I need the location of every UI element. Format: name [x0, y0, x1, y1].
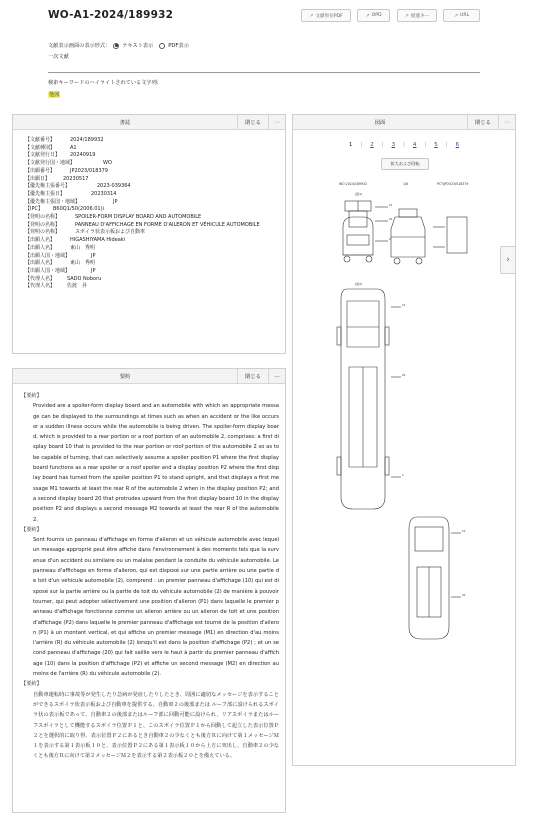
minimize-icon[interactable]: —	[274, 372, 280, 380]
divider	[48, 72, 480, 73]
page-link-1[interactable]: 1	[348, 142, 353, 148]
drawings-panel	[292, 114, 516, 766]
svg-text:10: 10	[402, 304, 406, 307]
biblio-row: 【IPC】 B60Q1/50(2006.01)i	[25, 206, 104, 213]
panel-title: 書誌	[119, 120, 131, 126]
svg-text:[図1]: [図1]	[355, 192, 363, 196]
drawings-panel-header	[293, 115, 515, 130]
svg-text:20: 20	[402, 374, 406, 377]
page-link-2[interactable]: 2	[370, 142, 374, 148]
biblio-row: 【発明の名称】 PANNEAU D'AFFICHAGE EN FORME D'AILERON ET VÉHICULE AUTOMOBILE	[25, 221, 260, 228]
biblio-row: 【発明の名称】 スポイラ状表示板および自動車	[25, 229, 146, 236]
next-page-arrow-icon[interactable]: ›	[500, 246, 516, 274]
biblio-row: 【出願日】 20230517	[25, 175, 89, 182]
bibliography-list	[25, 137, 281, 291]
abstract-body	[21, 391, 279, 762]
highlight-sample: 他図	[49, 92, 60, 98]
primary-document-label: 一次文献	[48, 54, 69, 60]
svg-text:20: 20	[462, 594, 466, 597]
display-mode-label: 文献表示画面の表示形式：	[48, 43, 111, 49]
biblio-row: 【代理人名】 SADO Noboru	[25, 275, 102, 282]
bibliography-panel-header	[13, 115, 285, 130]
biblio-row: 【出願人国・地域】 JP	[25, 252, 96, 259]
more-icon[interactable]: ⋯	[274, 118, 280, 126]
pdf-display-label[interactable]: PDF表示	[168, 43, 189, 49]
abstract-text-fr: Sont fournis un panneau d'affichage en forme d'aileron et un véhicule automobile avec lequel un message approprié peut être affiché dans l'environnement à des moments tels que la survenue d'un accident ou similaire ou un malaise pendant la conduite du véhicule automobile. Le panneau d'affichage en forme d'aileron, qui est disposé sur une partie arrière ou une partie de toit d'un véhicule automobile (2), comprend : un premier panneau d'affichage (10) qui est disposé sur la partie arrière ou la partie de toit du véhicule automobile (2) de manière à pouvoir tourner, qui peut adopter sélectivement une position d'aileron (P1) dans laquelle le premier panneau d'affichage fonctionne comme un aileron arrière ou un aileron de toit et une position d'affichage (P2) dans laquelle le premier panneau d'affichage est tourné de la position d'aileron (P1) à un montant vertical, et qui affiche un premier message (M1) en direction d'au moins l'arrière (R) du véhicule automobile (2) lorsqu'il est dans la position d'affichage (P2) ; et un second panneau d'affichage (20) qui fait saillie vers le haut à partir du premier panneau d'affichage (10) dans la position d'affichage (P2) et affiche un second message (M2) en direction au moins de l'arrière (R) du véhicule automobile (2).	[33, 537, 279, 678]
abstract-label-fr: 【要約】	[21, 526, 42, 533]
biblio-row: 【出願人名】 HIGASHIYAMA Hideaki	[25, 237, 126, 244]
document-number-title: WO-A1-2024/189932	[48, 9, 174, 21]
page-link-3[interactable]: 3	[391, 142, 396, 148]
sheet-header-left: WO 2024/189932	[339, 182, 368, 186]
biblio-row: 【優先権主張番号】 2023-039364	[25, 183, 131, 190]
panel-title: 図面	[374, 120, 386, 126]
biblio-row: 【文献発行日】 20240919	[25, 152, 96, 159]
page-link-4[interactable]: 4	[412, 142, 417, 148]
sheet-number: 1/6	[403, 182, 409, 186]
biblio-row: 【優先権主張国・地域】 JP	[25, 198, 118, 205]
svg-text:10: 10	[389, 204, 393, 207]
close-button[interactable]: 閉じる	[467, 115, 499, 129]
biblio-row: 【文献番号】 2024/189932	[25, 137, 104, 143]
biblio-row: 【代理人名】 佐渡 昇	[25, 283, 88, 290]
url-button[interactable]: ↗ URL	[443, 9, 480, 22]
svg-text:2: 2	[402, 474, 404, 477]
sheet-header-right: PCT/JP2023/018379	[437, 182, 469, 186]
page-link-5[interactable]: 5	[434, 142, 438, 148]
highlight-keyword-label: 検索キーワードのハイライトされている文字列:	[48, 80, 159, 86]
external-link-icon: ↗	[309, 12, 314, 19]
opd-button[interactable]: ↗ OPD	[357, 9, 390, 22]
external-link-icon: ↗	[404, 12, 409, 19]
abstract-panel-header	[13, 369, 285, 384]
biblio-row: 【出願番号】 JP2023/018379	[25, 167, 108, 174]
svg-text:[図2]: [図2]	[355, 282, 363, 286]
page-link-6[interactable]: 6	[455, 142, 460, 148]
svg-text:10: 10	[462, 530, 466, 533]
svg-text:20: 20	[389, 218, 393, 221]
biblio-row: 【出願人名】 東山 秀明	[25, 260, 96, 267]
zoom-rotate-button[interactable]: 拡大および回転	[381, 158, 429, 170]
pdf-display-radio[interactable]	[159, 43, 165, 49]
external-link-icon: ↗	[453, 12, 459, 19]
biblio-row: 【出願人国・地域】 JP	[25, 267, 96, 274]
biblio-row: 【文献発行国・地域】 WO	[25, 160, 112, 167]
close-button[interactable]: 閉じる	[237, 369, 269, 383]
full-pdf-button[interactable]: ↗ 文献単位PDF	[301, 9, 351, 22]
patent-drawing-sheet	[333, 177, 483, 647]
abstract-text-ja: 自動車運転時に事故等が発生したり急病が発症したりしたとき、周囲に適切なメッセージを表示することができるスポイラ状表示板および自動車を提供する。自動車２の後部または ルーフ部に設けられるスポイラ状の表示板であって、自動車２の後部またはルーフ部に回動可能に設けられ、リアスポイラまたはルーフスポイラとして機能するスポイラ位置Ｐ１と、このスポイラ位置Ｐ１から回動して起立した表示位置Ｐ２とを選択的に取り得、表示位置Ｐ２にあるとき自動車２の少なくとも後方Ｒに向けて第１メッセージＭ１を表示する第１表示板１０と、表示位置Ｐ２にある第１表示板１０から上方に突出し、自動車２の少なくとも後方Ｒに向けて第２メッセージＭ２を表示する第２表示板２０とを備えている。	[33, 691, 279, 760]
drawing-pager: 1 | 2 | 3 | 4 | 5 | 6	[293, 142, 515, 148]
bibliography-panel	[12, 114, 286, 354]
biblio-row: 【発明の名称】 SPOILER-FORM DISPLAY BOARD AND AUTOMOBILE	[25, 214, 202, 221]
close-button[interactable]: 閉じる	[237, 115, 269, 129]
abstract-text-en: Provided are a spoiler-form display board and an automobile with which an appropriate message can be displayed to the surroundings at times such as when an accident or the like occurs or a sudden illness occurs while the automobile is being driven. The spoiler-form display board, which is provided to a rear portion or a roof portion of an automobile 2, comprises: a first display board 10 that is provided to the rear portion or roof portion of the automobile 2 so as to be capable of turning, that can selectively assume a spoiler position P1 where the first display board functions as a rear spoiler or a roof spoiler and a display position P2 where the first display board has turned from the spoiler position P1 to stand upright, and that displays a first message M1 towards at least the rear R of the automobile 2 when in the display position P2; and a second display board 20 that protrudes upward from the first display board 10 in the display position P2 and displays a second message M2 towards at least the rear R of the automobile 2.	[33, 403, 279, 523]
more-icon[interactable]: ⋯	[504, 118, 510, 126]
text-display-label[interactable]: テキスト表示	[122, 43, 154, 49]
abstract-label-en: 【要約】	[21, 393, 42, 399]
biblio-row: 【優先権主張日】 20230314	[25, 190, 117, 197]
progress-key-button[interactable]: ↗ 経過キー	[397, 9, 437, 22]
text-display-radio[interactable]	[113, 43, 119, 49]
biblio-row: 【出願人名】 東山 秀明	[25, 244, 96, 251]
biblio-row: 【文献種別】 A1	[25, 144, 77, 151]
abstract-panel	[12, 368, 286, 813]
display-mode-selector	[48, 42, 189, 49]
svg-text:2: 2	[389, 238, 391, 241]
panel-title: 要約	[119, 374, 131, 380]
abstract-label-ja: 【要約】	[21, 681, 42, 688]
external-link-icon: ↗	[365, 12, 370, 19]
